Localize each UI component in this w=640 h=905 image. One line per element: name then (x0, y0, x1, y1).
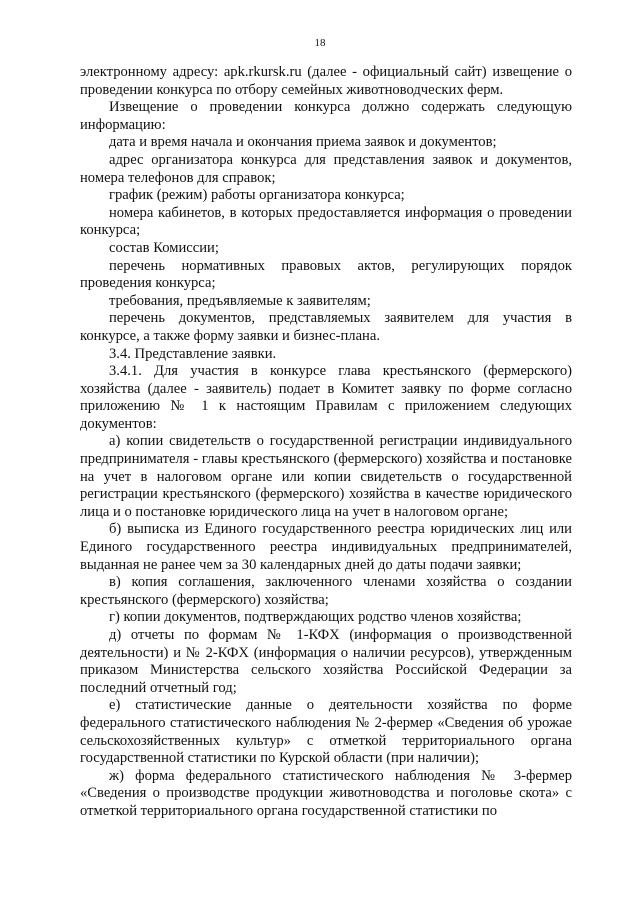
paragraph-dates: дата и время начала и окончания приема заявок и документов; (109, 134, 497, 151)
paragraph-address: адрес организатора конкурса для представления заявок и документов, номера телефонов для справок; (80, 151, 572, 186)
list-item-g: г) копии документов, подтверждающих родство членов хозяйства; (109, 609, 522, 626)
paragraph-schedule: график (режим) работы организатора конкурса; (109, 187, 405, 204)
paragraph-notice-intro: Извещение о проведении конкурса должно содержать следующую информацию: (80, 99, 572, 133)
list-item-d: д) отчеты по формам № 1-КФХ (информация о производственной деятельности) и № 2-КФХ (информация о наличии ресурсов), утвержденным приказом Министерства сельского хозяйства Российской Федерации за последний отчетный год; (80, 627, 572, 696)
section-heading-3-4: 3.4. Представление заявки. (109, 345, 277, 362)
paragraph-3-4-1: 3.4.1. Для участия в конкурсе глава крестьянского (фермерского) хозяйства (далее - заявитель) подает в Комитет заявку по форме согласно приложению № 1 к настоящим Правилам с приложением следующих документов: (80, 363, 572, 432)
list-item-v: в) копия соглашения, заключенного членами хозяйства о создании крестьянского (фермерского) хозяйства; (80, 574, 572, 608)
list-item-b: б) выписка из Единого государственного реестра юридических лиц или Единого государственного реестра индивидуальных предпринимателей, выданная не ранее чем за 30 календарных дней до даты подачи заявки; (80, 521, 572, 573)
paragraph-official-site: электронному адресу: apk.rkursk.ru (далее - официальный сайт) извещение о проведении конкурса по отбору семейных животноводческих ферм. (80, 64, 572, 98)
list-item-zh: ж) форма федерального статистического наблюдения № 3-фермер «Сведения о производстве продукции животноводства и поголовье скота» с отметкой территориального органа государственной статистики по (80, 767, 572, 819)
paragraph-offices: номера кабинетов, в которых предоставляется информация о проведении конкурса; (80, 204, 572, 239)
paragraph-legal-acts: перечень нормативных правовых актов, регулирующих порядок проведения конкурса; (80, 257, 572, 292)
list-item-e: е) статистические данные о деятельности хозяйства по форме федерального статистического наблюдения № 2-фермер «Сведения об урожае сельскохозяйственных культур» с отметкой территориального органа государственной статистики по Курской области (при наличии); (80, 697, 572, 767)
paragraph-documents-list: перечень документов, представляемых заявителем для участия в конкурсе, а также форму заявки и бизнес-плана. (80, 310, 572, 344)
paragraph-commission: состав Комиссии; (109, 239, 219, 256)
document-body (80, 64, 572, 821)
paragraph-requirements: требования, предъявляемые к заявителям; (109, 292, 371, 309)
list-item-a: а) копии свидетельств о государственной регистрации индивидуального предпринимателя - главы крестьянского (фермерского) хозяйства и постановке на учет в налоговом органе или копии свидетельств о государственной регистрации крестьянского (фермерского) хозяйства в качестве юридического лица и о постановке юридического лица на учет в налоговом органе; (80, 433, 572, 520)
page-number: 18 (314, 37, 326, 49)
